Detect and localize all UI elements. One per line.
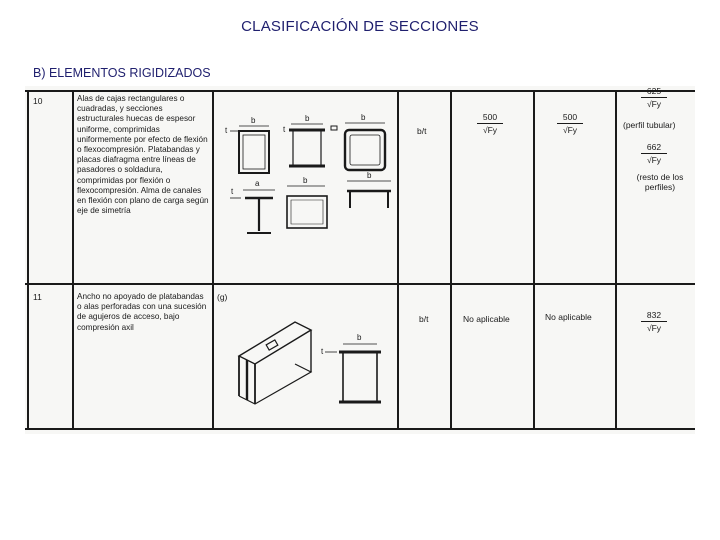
limit-value: 500 √Fy: [475, 112, 505, 135]
tee-section-sketch: [230, 190, 275, 233]
dimension-label-t: t: [283, 125, 286, 134]
limit-value: No aplicable: [463, 314, 510, 324]
built-up-box-sketch: [289, 124, 325, 166]
dimension-label-b: b: [361, 113, 366, 122]
dimension-label-b: b: [367, 171, 372, 180]
built-up-column-sketch: [325, 344, 381, 402]
dimension-label-b: b: [305, 114, 310, 123]
row-number: 10: [33, 96, 43, 106]
perforated-plate-sketch: [239, 322, 311, 404]
classification-table-scan: [25, 86, 695, 434]
figure-label: (g): [217, 292, 228, 302]
box-section-sketch: [230, 126, 269, 173]
page-title: CLASIFICACIÓN DE SECCIONES: [241, 18, 479, 35]
limit-value: 625 √Fy: [639, 86, 669, 109]
limit-note: (resto de los perfiles): [636, 172, 684, 193]
dimension-label-b: b: [303, 176, 308, 185]
dimension-label-t: t: [231, 187, 234, 196]
ratio-label: b/t: [417, 126, 427, 136]
dimension-label-t: t: [225, 126, 228, 135]
row-number: 11: [33, 292, 42, 302]
dimension-label-t: t: [321, 347, 324, 356]
row-description: Ancho no apoyado de platabandas o alas perforadas con una sucesión de agujeros de acceso, bajo compresión axil: [77, 292, 207, 332]
plate-box-sketch: [287, 186, 327, 228]
row-description: Alas de cajas rectangulares o cuadradas, y secciones estructurales huecas de espesor uniforme, comprimidas uniformemente por efecto de flexión o flexocompresión. Platabandas y placas diafragma entre líneas de pasadores o soldadura, comprimidas por flexión o flexocompresión. Alma de canales en flexión con plano de carga según eje de simetría: [77, 94, 209, 216]
limit-value: 832 √Fy: [639, 310, 669, 333]
dimension-label-b: b: [251, 116, 256, 125]
section-sketches: [25, 86, 695, 434]
section-subtitle: B) ELEMENTOS RIGIDIZADOS: [33, 66, 211, 80]
limit-note: (perfil tubular): [623, 120, 676, 130]
limit-value: 500 √Fy: [555, 112, 585, 135]
dimension-label-b: b: [357, 333, 362, 342]
channel-section-sketch: [347, 181, 391, 208]
tube-section-sketch: [331, 123, 385, 170]
ratio-label: b/t: [419, 314, 429, 324]
limit-value: No aplicable: [545, 312, 592, 322]
limit-value: 662 √Fy: [639, 142, 669, 165]
dimension-label-b: a: [255, 179, 260, 188]
